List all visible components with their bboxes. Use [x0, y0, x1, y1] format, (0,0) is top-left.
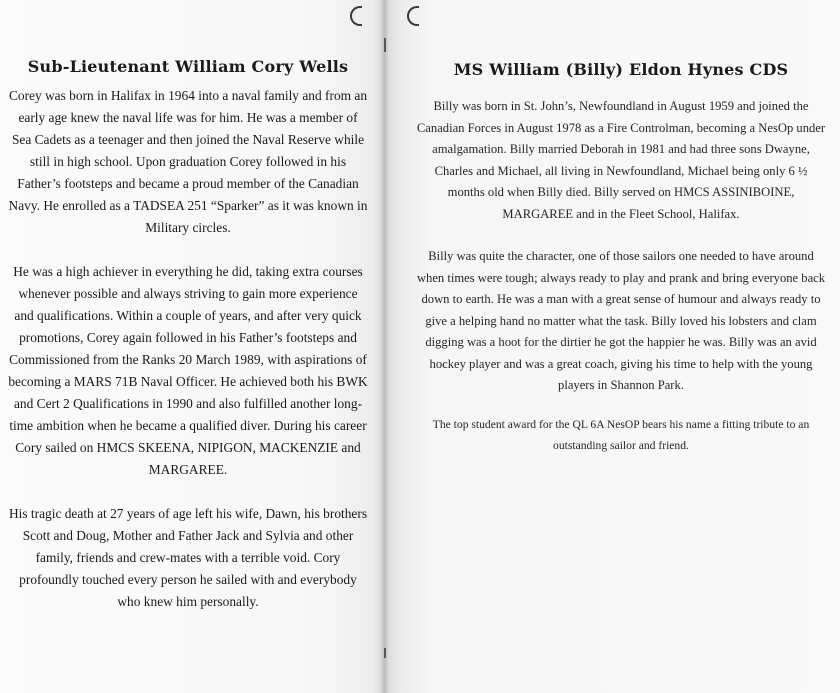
left-memorial-title: Sub-Lieutenant William Cory Wells [27, 57, 349, 76]
right-tribute: The top student award for the QL 6A NesOP bears his name a fitting tribute to an outstanding sailor and friend. [432, 417, 810, 452]
left-paragraph-2: He was a high achiever in everything he did, taking extra courses whenever possible and always striving to gain more experience and qualifications. Within a couple of years, and after very quick promotions, Corey again followed in his Father’s footsteps and Commissioned from the Ranks 20 March 1989, with aspirations of becoming a MARS 71B Naval Officer. He achieved both his BWK and Cert 2 Qualifications in 1990 and also fulfilled another long-time ambition when he became a qualified diver. During his career Cory sailed on HMCS SKEENA, NIPIGON, MACKENZIE and MARGAREE. [8, 264, 368, 477]
left-paragraph-1: Corey was born in Halifax in 1964 into a naval family and from an early age knew the naval life was for him. He was a member of Sea Cadets as a teenager and then joined the Naval Reserve while still in high school. Upon graduation Corey followed in his Father’s footsteps and became a proud member of the Canadian Navy. He enrolled as a TADSEA 251 “Sparker” as it was known in Military circles. [8, 88, 368, 235]
right-memorial [416, 60, 826, 456]
right-paragraph-2: Billy was quite the character, one of those sailors one needed to have around when times were tough; always ready to play and prank and bring everyone back down to earth. He was a man with a great sense of humour and always ready to give a helping hand no matter what the task. Billy loved his lobsters and clam digging was a hoot for the dirtier he got the happier he was. Billy was an avid hockey player and was a great coach, giving his time to help with the young players in Shannon Park. [416, 249, 826, 392]
right-paragraph-1: Billy was born in St. John’s, Newfoundland in August 1959 and joined the Canadian Forces in August 1978 as a Fire Controlman, becoming a NesOp under amalgamation. Billy married Deborah in 1981 and had three sons Dwayne, Charles and Michael, all living in Newfoundland, Michael being only 6 ½ months old when Billy died. Billy served on HMCS ASSINIBOINE, MARGAREE and in the Fleet School, Halifax. [416, 99, 826, 221]
right-memorial-title: MS William (Billy) Eldon Hynes CDS [453, 60, 789, 79]
fold-mark-bottom [384, 648, 386, 658]
left-page [0, 0, 383, 693]
right-page [386, 0, 840, 693]
page-gutter [381, 0, 388, 693]
left-paragraph-3: His tragic death at 27 years of age left his wife, Dawn, his brothers Scott and Doug, Mother and Father Jack and Sylvia and other family, friends and crew-mates with a terrible void. Cory profoundly touched every person he sailed with and everybody who knew him personally. [8, 506, 368, 609]
fold-mark-top [384, 38, 386, 52]
left-memorial [8, 57, 368, 613]
